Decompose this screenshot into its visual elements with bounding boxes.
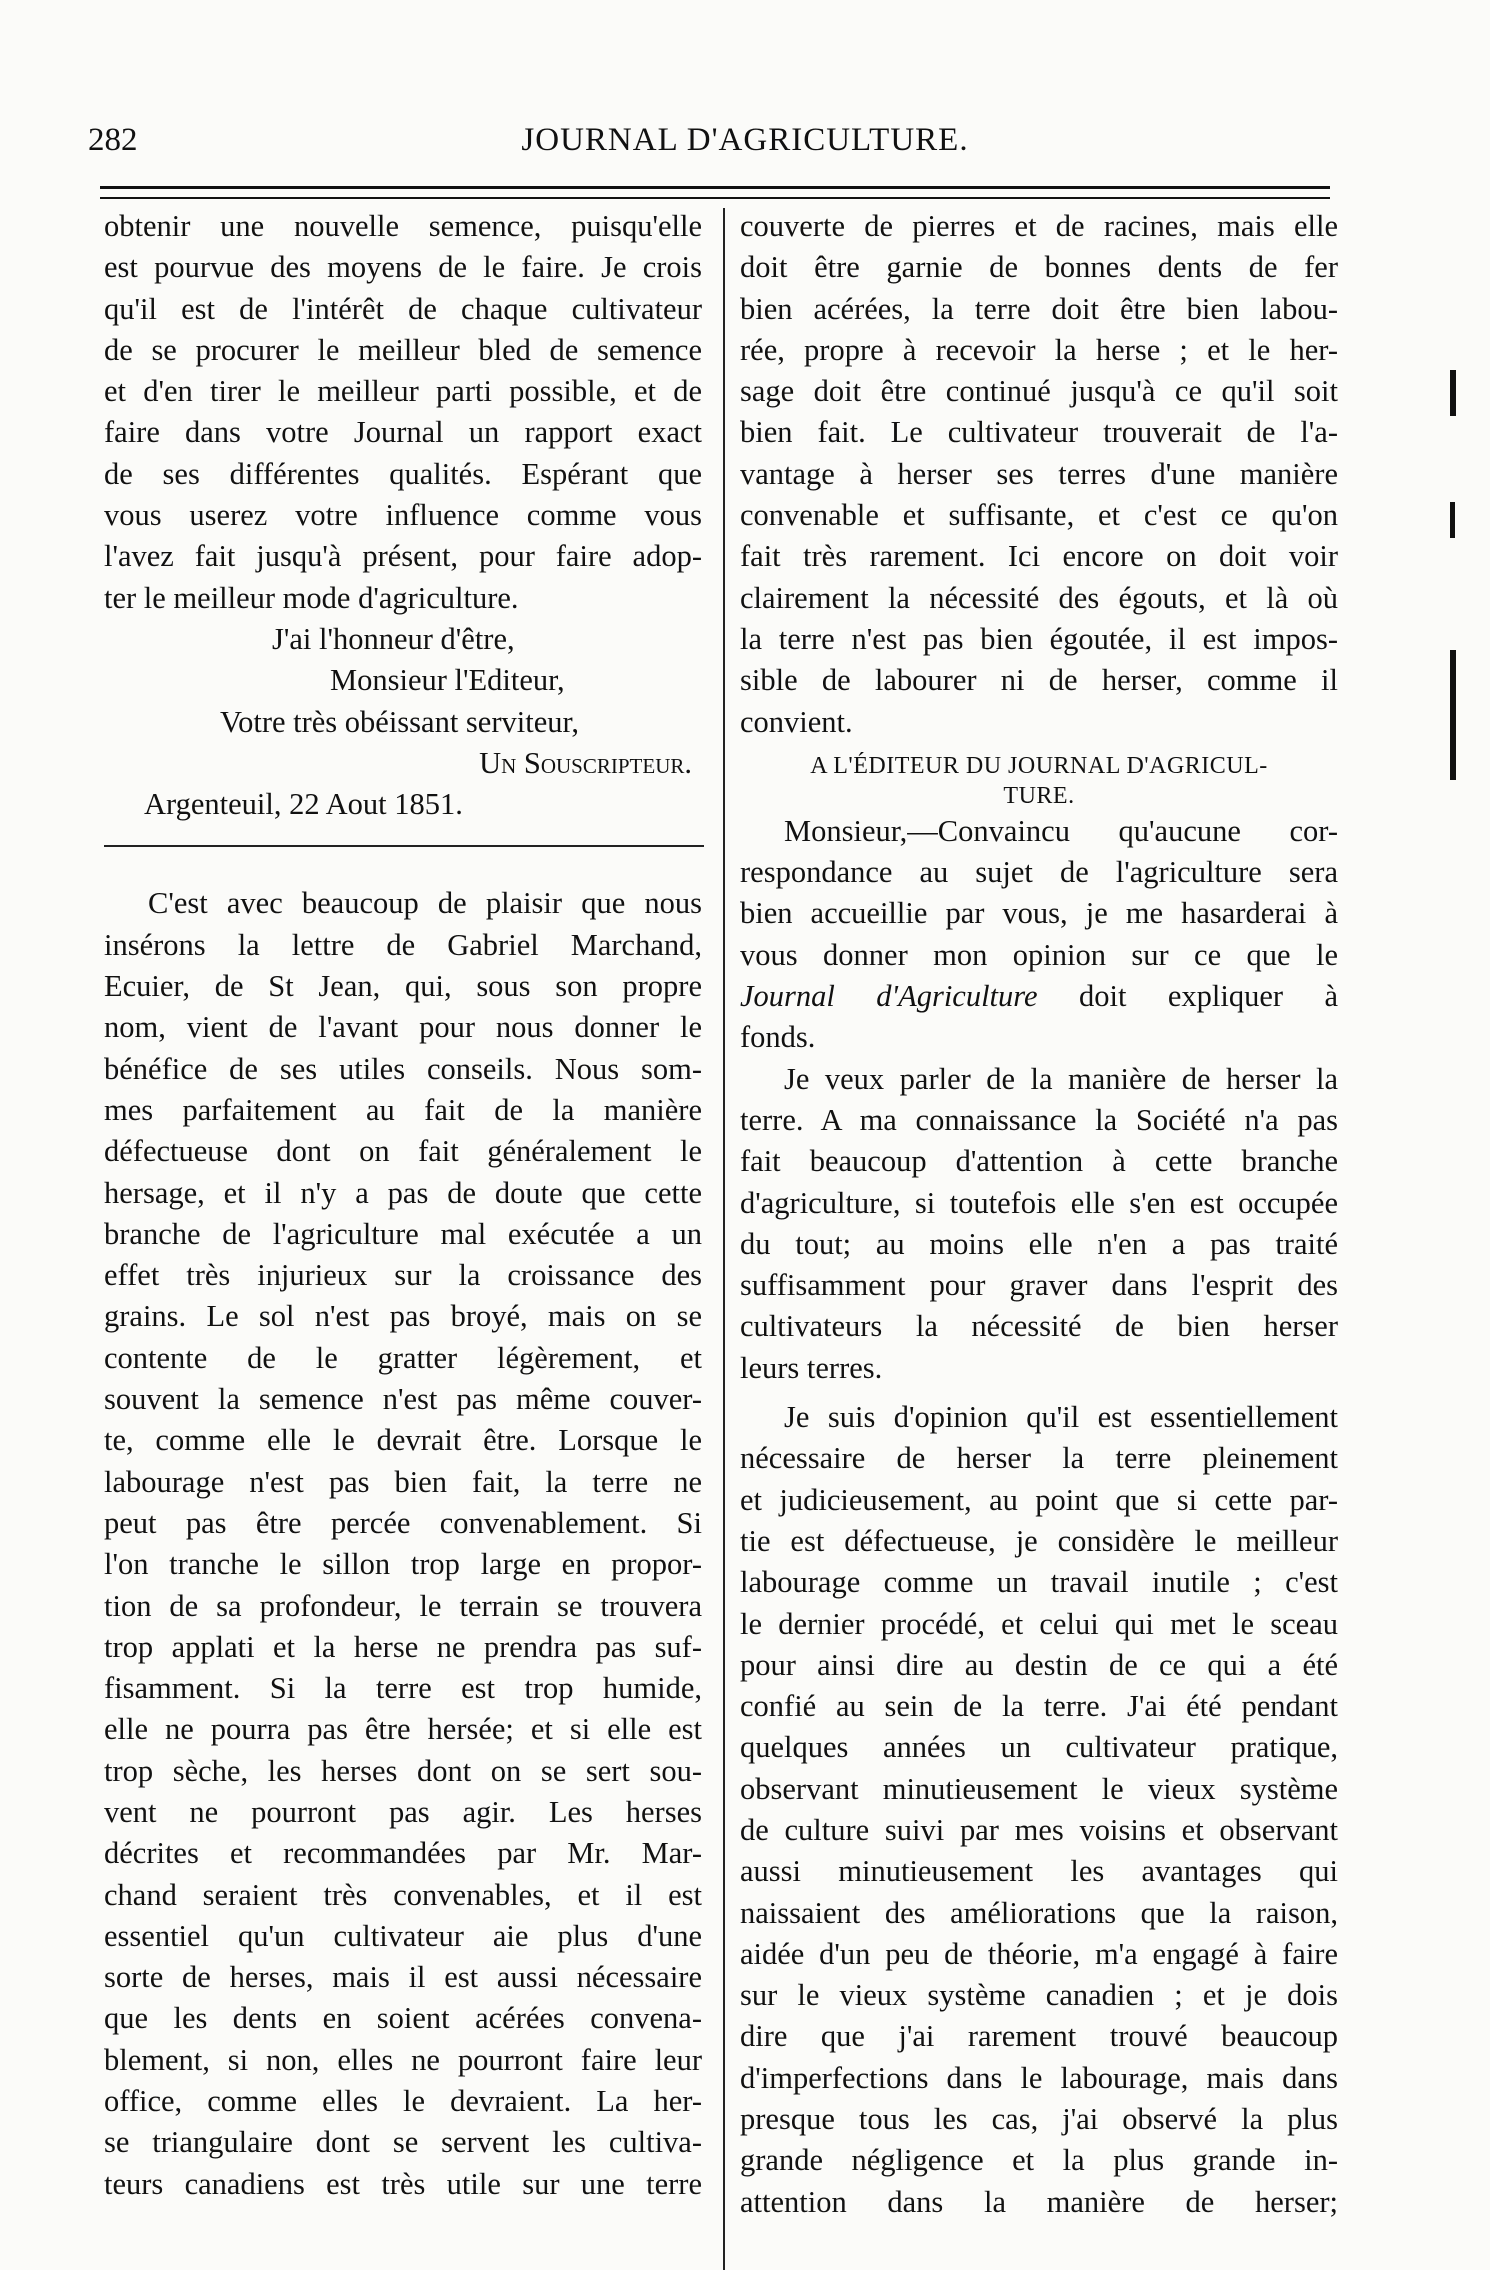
- text-line: qu'il est de l'intérêt de chaque cultivateur: [104, 291, 702, 326]
- text-line: tie est défectueuse, je considère le meilleur: [740, 1523, 1338, 1558]
- text-line: couverte de pierres et de racines, mais elle: [740, 209, 1338, 243]
- text-line: office, comme elles le devraient. La her-: [104, 2084, 702, 2119]
- signature-author: Un Souscripteur.: [479, 745, 692, 780]
- text-line: presque tous les cas, j'ai observé la plus: [740, 2102, 1338, 2137]
- signature-salutation: Monsieur l'Editeur,: [330, 663, 565, 698]
- text-line: de culture suivi par mes voisins et observant: [740, 1812, 1338, 1847]
- text-line: que les dents en soient acérées convena-: [104, 2001, 702, 2036]
- text-line: se triangulaire dont se servent les cultiva-: [104, 2125, 702, 2160]
- text-line: trop applati et la herse ne prendra pas suf-: [104, 1629, 702, 1664]
- text-line: est pourvue des moyens de le faire. Je crois: [104, 250, 702, 285]
- text-line: rée, propre à recevoir la herse ; et le her-: [740, 332, 1338, 367]
- text-line: pour ainsi dire au destin de ce qui a été: [740, 1647, 1338, 1682]
- editorial-note: [104, 883, 702, 2205]
- running-title: JOURNAL D'AGRICULTURE.: [521, 122, 969, 158]
- section-rule: [104, 845, 704, 847]
- text-line: leurs terres.: [740, 1350, 883, 1385]
- text-line: défectueuse dont on fait généralement le: [104, 1134, 702, 1169]
- text-line: sur le vieux système canadien ; et je dois: [740, 1978, 1338, 2013]
- text-line: sorte de herses, mais il est aussi nécessaire: [104, 1960, 702, 1995]
- text-line: te, comme elle le devrait être. Lorsque le: [104, 1423, 702, 1458]
- text-line: elle ne pourra pas être hersée; et si elle est: [104, 1712, 702, 1747]
- text-line: fait beaucoup d'attention à cette branche: [740, 1144, 1338, 1179]
- text-line: confié au sein de la terre. J'ai été pendant: [740, 1689, 1338, 1724]
- text-line: aussi minutieusement les avantages qui: [740, 1854, 1338, 1889]
- text-line: convient.: [740, 704, 853, 739]
- text-line: teurs canadiens est très utile sur une terre: [104, 2166, 702, 2201]
- text-line: vent ne pourront pas agir. Les herses: [104, 1794, 702, 1829]
- text-line: labourage n'est pas bien fait, la terre ne: [104, 1464, 702, 1499]
- text-line: naissaient des améliorations que la raison,: [740, 1895, 1338, 1930]
- text-line: peut pas être percée convenablement. Si: [104, 1505, 702, 1540]
- text-line: grande négligence et la plus grande in-: [740, 2143, 1338, 2178]
- text-line: terre. A ma connaissance la Société n'a pas: [740, 1102, 1338, 1137]
- text-line: vous userez votre influence comme vous: [104, 498, 702, 533]
- letter-signature: [104, 619, 702, 825]
- text-line: bien acérées, la terre doit être bien labou-: [740, 291, 1338, 326]
- text-line: hersage, et il n'y a pas de doute que cette: [104, 1175, 702, 1210]
- text-line: respondance au sujet de l'agriculture sera: [740, 855, 1338, 890]
- letter-ending: [104, 206, 702, 619]
- text-line: quelques années un cultivateur pratique,: [740, 1730, 1338, 1765]
- header-double-rule: [100, 186, 1330, 199]
- signature-honneur: J'ai l'honneur d'être,: [272, 621, 515, 656]
- text-line: le dernier procédé, et celui qui met le sceau: [740, 1606, 1338, 1641]
- signature-servant: Votre très obéissant serviteur,: [220, 704, 580, 739]
- text-line: tion de sa profondeur, le terrain se trouvera: [104, 1588, 702, 1623]
- text-line: sage doit être continué jusqu'à ce qu'il soit: [740, 374, 1338, 409]
- text-line: [740, 976, 1338, 1017]
- text-line: et d'en tirer le meilleur parti possible, et de: [104, 374, 702, 409]
- text-line: et judicieusement, au point que si cette par-: [740, 1482, 1338, 1517]
- text-line: obtenir une nouvelle semence, puisqu'elle: [104, 209, 702, 243]
- text-line: Monsieur,—Convaincu qu'aucune cor-: [784, 813, 1338, 848]
- text-line: sible de labourer ni de herser, comme il: [740, 663, 1338, 698]
- spacer: [740, 743, 1338, 751]
- text-line: essentiel qu'un cultivateur aie plus d'une: [104, 1918, 702, 1953]
- margin-mark: [1450, 502, 1455, 538]
- text-line: grains. Le sol n'est pas broyé, mais on se: [104, 1299, 702, 1334]
- column-divider: [723, 208, 725, 2270]
- text-line: ter le meilleur mode d'agriculture.: [104, 580, 519, 615]
- text-line: vous donner mon opinion sur ce que le: [740, 937, 1338, 972]
- left-column: [104, 206, 702, 2205]
- text-line: de ses différentes qualités. Espérant que: [104, 456, 702, 491]
- text-line: mes parfaitement au fait de la manière: [104, 1092, 702, 1127]
- text-line: dire que j'ai rarement trouvé beaucoup: [740, 2019, 1338, 2054]
- editorial-note-continued: [740, 206, 1338, 743]
- text-line: faire dans votre Journal un rapport exact: [104, 415, 702, 450]
- letter-paragraph-1: [740, 811, 1338, 1059]
- text-line: observant minutieusement le vieux système: [740, 1771, 1338, 1806]
- text-line: cultivateurs la nécessité de bien herser: [740, 1309, 1338, 1344]
- text-line: effet très injurieux sur la croissance des: [104, 1258, 702, 1293]
- text-line: labourage comme un travail inutile ; c'est: [740, 1565, 1338, 1600]
- text-line: d'agriculture, si toutefois elle s'en est occupée: [740, 1185, 1338, 1220]
- text-line: l'avez fait jusqu'à présent, pour faire adop-: [104, 539, 702, 574]
- signature-place-date: Argenteuil, 22 Aout 1851.: [144, 787, 463, 822]
- text-line: aidée d'un peu de théorie, m'a engagé à faire: [740, 1936, 1338, 1971]
- text-line: bénéfice de ses utiles conseils. Nous som-: [104, 1051, 702, 1086]
- text-line: vantage à herser ses terres d'une manière: [740, 456, 1338, 491]
- text-line: attention dans la manière de herser;: [740, 2184, 1338, 2219]
- letter-paragraph-2: [740, 1059, 1338, 1389]
- text-line: nécessaire de herser la terre pleinement: [740, 1441, 1338, 1476]
- text-line: bien accueillie par vous, je me hasarderai à: [740, 896, 1338, 931]
- text-line: blement, si non, elles ne pourront faire leur: [104, 2042, 702, 2077]
- text-line: la terre n'est pas bien égoutée, il est impos-: [740, 621, 1338, 656]
- margin-mark: [1450, 370, 1456, 416]
- text-line: convenable et suffisante, et c'est ce qu'on: [740, 498, 1338, 533]
- text-line: C'est avec beaucoup de plaisir que nous: [148, 886, 702, 921]
- margin-mark: [1450, 650, 1456, 780]
- text-line: de se procurer le meilleur bled de semence: [104, 332, 702, 367]
- text-line: trop sèche, les herses dont on se sert sou-: [104, 1753, 702, 1788]
- letter-paragraph-3: [740, 1397, 1338, 2223]
- text-line: Je suis d'opinion qu'il est essentiellement: [784, 1400, 1338, 1435]
- text-line: branche de l'agriculture mal exécutée a un: [104, 1216, 702, 1251]
- text-line: bien fait. Le cultivateur trouverait de l'a-: [740, 415, 1338, 450]
- text-line: fisamment. Si la terre est trop humide,: [104, 1671, 702, 1706]
- text-line: insérons la lettre de Gabriel Marchand,: [104, 927, 702, 962]
- letter-heading: A L'ÉDITEUR DU JOURNAL D'AGRICUL-: [810, 752, 1268, 779]
- text-line: chand seraient très convenables, et il est: [104, 1877, 702, 1912]
- text-line: Je veux parler de la manière de herser la: [784, 1061, 1338, 1096]
- text-line: doit être garnie de bonnes dents de fer: [740, 250, 1338, 285]
- text-line: fonds.: [740, 1020, 816, 1055]
- text-line: clairement la nécessité des égouts, et là où: [740, 580, 1338, 615]
- letter-heading-continued: TURE.: [1003, 782, 1075, 809]
- text-line: décrites et recommandées par Mr. Mar-: [104, 1836, 702, 1871]
- page-number: 282: [88, 122, 138, 158]
- text-line: contente de le gratter légèrement, et: [104, 1340, 702, 1375]
- text-line: du tout; au moins elle n'en a pas traité: [740, 1226, 1338, 1261]
- text-line: souvent la semence n'est pas même couver-: [104, 1382, 702, 1417]
- text-line: fait très rarement. Ici encore on doit voir: [740, 539, 1338, 574]
- text-line: Ecuier, de St Jean, qui, sous son propre: [104, 969, 702, 1004]
- right-column: [740, 206, 1338, 2223]
- text-fragment: doit expliquer à: [1078, 979, 1338, 1014]
- text-line: l'on tranche le sillon trop large en propor-: [104, 1547, 702, 1582]
- text-line: d'imperfections dans le labourage, mais dans: [740, 2060, 1338, 2095]
- text-line: nom, vient de l'avant pour nous donner le: [104, 1010, 702, 1045]
- journal-title: Journal d'Agriculture: [740, 979, 1038, 1014]
- text-line: suffisamment pour graver dans l'esprit des: [740, 1268, 1338, 1303]
- spacer: [740, 1389, 1338, 1397]
